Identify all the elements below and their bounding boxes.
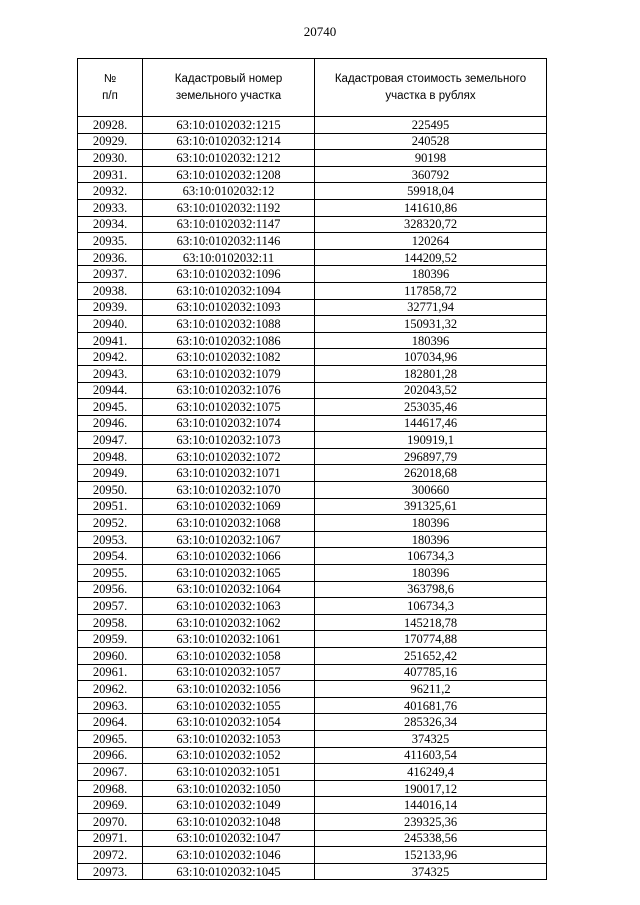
- cell-cadastral-value: 190017,12: [315, 780, 547, 797]
- cell-row-number: 20948.: [78, 448, 143, 465]
- cell-row-number: 20962.: [78, 681, 143, 698]
- table-row: [78, 382, 547, 399]
- table-row: [78, 664, 547, 681]
- table-row: [78, 249, 547, 266]
- table-row: [78, 648, 547, 665]
- cell-row-number: 20966.: [78, 747, 143, 764]
- cell-row-number: 20933.: [78, 199, 143, 216]
- cell-cadastral-value: 59918,04: [315, 183, 547, 200]
- table-row: [78, 183, 547, 200]
- table-row: [78, 465, 547, 482]
- table-row: [78, 415, 547, 432]
- table-row: [78, 482, 547, 499]
- table-row: [78, 598, 547, 615]
- cell-cadastral-value: 180396: [315, 266, 547, 283]
- cell-cadastral-value: 411603,54: [315, 747, 547, 764]
- cell-row-number: 20973.: [78, 863, 143, 880]
- cell-cadastral-number: 63:10:0102032:1212: [143, 150, 315, 167]
- cell-cadastral-number: 63:10:0102032:12: [143, 183, 315, 200]
- cell-cadastral-number: 63:10:0102032:1074: [143, 415, 315, 432]
- cell-row-number: 20952.: [78, 515, 143, 532]
- table-row: [78, 299, 547, 316]
- cell-cadastral-number: 63:10:0102032:1058: [143, 648, 315, 665]
- cell-cadastral-number: 63:10:0102032:1064: [143, 581, 315, 598]
- cell-cadastral-value: 107034,96: [315, 349, 547, 366]
- cell-cadastral-value: 391325,61: [315, 498, 547, 515]
- cell-cadastral-number: 63:10:0102032:1054: [143, 714, 315, 731]
- cell-cadastral-number: 63:10:0102032:1192: [143, 199, 315, 216]
- cell-row-number: 20953.: [78, 531, 143, 548]
- cell-cadastral-number: 63:10:0102032:1052: [143, 747, 315, 764]
- cell-row-number: 20972.: [78, 847, 143, 864]
- cell-cadastral-number: 63:10:0102032:1061: [143, 631, 315, 648]
- cell-row-number: 20968.: [78, 780, 143, 797]
- cell-cadastral-number: 63:10:0102032:1093: [143, 299, 315, 316]
- table-row: [78, 166, 547, 183]
- cell-cadastral-number: 63:10:0102032:1051: [143, 764, 315, 781]
- table-header: [78, 59, 547, 117]
- cell-cadastral-number: 63:10:0102032:1063: [143, 598, 315, 615]
- cell-row-number: 20960.: [78, 648, 143, 665]
- cell-cadastral-value: 240528: [315, 133, 547, 150]
- cell-row-number: 20963.: [78, 697, 143, 714]
- cell-cadastral-value: 363798,6: [315, 581, 547, 598]
- cell-cadastral-number: 63:10:0102032:1096: [143, 266, 315, 283]
- cell-cadastral-number: 63:10:0102032:1147: [143, 216, 315, 233]
- cell-cadastral-value: 180396: [315, 332, 547, 349]
- cell-cadastral-value: 180396: [315, 531, 547, 548]
- table-row: [78, 233, 547, 250]
- cell-cadastral-value: 144016,14: [315, 797, 547, 814]
- cell-row-number: 20958.: [78, 614, 143, 631]
- cell-cadastral-number: 63:10:0102032:1067: [143, 531, 315, 548]
- cell-cadastral-value: 150931,32: [315, 316, 547, 333]
- cell-cadastral-value: 285326,34: [315, 714, 547, 731]
- table-row: [78, 316, 547, 333]
- table-row: [78, 764, 547, 781]
- cell-cadastral-value: 401681,76: [315, 697, 547, 714]
- cell-row-number: 20936.: [78, 249, 143, 266]
- cell-cadastral-value: 106734,3: [315, 598, 547, 615]
- cell-cadastral-number: 63:10:0102032:1214: [143, 133, 315, 150]
- cell-cadastral-number: 63:10:0102032:1068: [143, 515, 315, 532]
- table-row: [78, 282, 547, 299]
- table-row: [78, 863, 547, 880]
- cell-row-number: 20935.: [78, 233, 143, 250]
- cell-cadastral-value: 180396: [315, 565, 547, 582]
- header-cadastral-value: Кадастровая стоимость земельного участка в рублях: [315, 59, 547, 117]
- table-row: [78, 432, 547, 449]
- cell-cadastral-number: 63:10:0102032:1048: [143, 813, 315, 830]
- cell-cadastral-number: 63:10:0102032:1075: [143, 399, 315, 416]
- cell-row-number: 20949.: [78, 465, 143, 482]
- cell-row-number: 20932.: [78, 183, 143, 200]
- cell-row-number: 20943.: [78, 365, 143, 382]
- cell-cadastral-value: 141610,86: [315, 199, 547, 216]
- table-row: [78, 448, 547, 465]
- cell-cadastral-value: 202043,52: [315, 382, 547, 399]
- cell-row-number: 20951.: [78, 498, 143, 515]
- cell-cadastral-number: 63:10:0102032:1073: [143, 432, 315, 449]
- cell-cadastral-number: 63:10:0102032:1094: [143, 282, 315, 299]
- cell-cadastral-number: 63:10:0102032:1057: [143, 664, 315, 681]
- cell-row-number: 20964.: [78, 714, 143, 731]
- cell-row-number: 20942.: [78, 349, 143, 366]
- cell-cadastral-value: 239325,36: [315, 813, 547, 830]
- cell-row-number: 20961.: [78, 664, 143, 681]
- table-row: [78, 797, 547, 814]
- cell-cadastral-number: 63:10:0102032:1049: [143, 797, 315, 814]
- cell-cadastral-number: 63:10:0102032:11: [143, 249, 315, 266]
- cell-row-number: 20944.: [78, 382, 143, 399]
- table-row: [78, 216, 547, 233]
- cell-cadastral-number: 63:10:0102032:1047: [143, 830, 315, 847]
- cell-cadastral-value: 32771,94: [315, 299, 547, 316]
- cell-row-number: 20931.: [78, 166, 143, 183]
- cell-cadastral-value: 253035,46: [315, 399, 547, 416]
- table-row: [78, 730, 547, 747]
- cell-row-number: 20959.: [78, 631, 143, 648]
- table-row: [78, 515, 547, 532]
- table-row: [78, 498, 547, 515]
- cell-row-number: 20929.: [78, 133, 143, 150]
- cell-row-number: 20934.: [78, 216, 143, 233]
- cell-cadastral-value: 407785,16: [315, 664, 547, 681]
- cell-cadastral-number: 63:10:0102032:1088: [143, 316, 315, 333]
- cell-cadastral-value: 90198: [315, 150, 547, 167]
- cell-cadastral-number: 63:10:0102032:1076: [143, 382, 315, 399]
- cell-cadastral-number: 63:10:0102032:1146: [143, 233, 315, 250]
- cell-cadastral-number: 63:10:0102032:1053: [143, 730, 315, 747]
- table-row: [78, 747, 547, 764]
- cell-cadastral-value: 190919,1: [315, 432, 547, 449]
- cell-cadastral-value: 180396: [315, 515, 547, 532]
- cell-cadastral-number: 63:10:0102032:1069: [143, 498, 315, 515]
- cell-row-number: 20937.: [78, 266, 143, 283]
- cell-cadastral-value: 416249,4: [315, 764, 547, 781]
- table-row: [78, 697, 547, 714]
- table-row: [78, 548, 547, 565]
- table-row: [78, 614, 547, 631]
- table-row: [78, 780, 547, 797]
- cell-cadastral-value: 251652,42: [315, 648, 547, 665]
- header-row: [78, 59, 547, 117]
- table-row: [78, 681, 547, 698]
- cell-row-number: 20954.: [78, 548, 143, 565]
- cell-cadastral-value: 182801,28: [315, 365, 547, 382]
- cell-cadastral-value: 170774,88: [315, 631, 547, 648]
- cell-cadastral-number: 63:10:0102032:1079: [143, 365, 315, 382]
- cell-cadastral-number: 63:10:0102032:1071: [143, 465, 315, 482]
- table-row: [78, 266, 547, 283]
- table-row: [78, 531, 547, 548]
- table-row: [78, 581, 547, 598]
- cell-cadastral-value: 96211,2: [315, 681, 547, 698]
- cell-row-number: 20965.: [78, 730, 143, 747]
- cell-cadastral-number: 63:10:0102032:1072: [143, 448, 315, 465]
- cell-row-number: 20938.: [78, 282, 143, 299]
- cell-row-number: 20940.: [78, 316, 143, 333]
- cell-cadastral-number: 63:10:0102032:1070: [143, 482, 315, 499]
- cell-cadastral-value: 328320,72: [315, 216, 547, 233]
- cell-cadastral-number: 63:10:0102032:1208: [143, 166, 315, 183]
- cell-cadastral-number: 63:10:0102032:1046: [143, 847, 315, 864]
- table-row: [78, 332, 547, 349]
- table-row: [78, 349, 547, 366]
- table-row: [78, 847, 547, 864]
- cell-cadastral-value: 225495: [315, 117, 547, 134]
- cell-cadastral-number: 63:10:0102032:1066: [143, 548, 315, 565]
- cell-row-number: 20971.: [78, 830, 143, 847]
- page-number: 20740: [303, 24, 337, 39]
- table-row: [78, 399, 547, 416]
- table-row: [78, 365, 547, 382]
- cell-cadastral-value: 296897,79: [315, 448, 547, 465]
- cell-cadastral-value: 144617,46: [315, 415, 547, 432]
- cell-cadastral-value: 144209,52: [315, 249, 547, 266]
- table-row: [78, 117, 547, 134]
- cell-cadastral-number: 63:10:0102032:1056: [143, 681, 315, 698]
- cell-row-number: 20970.: [78, 813, 143, 830]
- header-cadastral-number: Кадастровый номер земельного участка: [143, 59, 315, 117]
- table-row: [78, 714, 547, 731]
- cell-cadastral-value: 360792: [315, 166, 547, 183]
- cadastre-table: [77, 58, 547, 880]
- cell-cadastral-number: 63:10:0102032:1062: [143, 614, 315, 631]
- table-row: [78, 631, 547, 648]
- cell-row-number: 20939.: [78, 299, 143, 316]
- cell-cadastral-number: 63:10:0102032:1086: [143, 332, 315, 349]
- cell-cadastral-number: 63:10:0102032:1082: [143, 349, 315, 366]
- cell-cadastral-value: 245338,56: [315, 830, 547, 847]
- cell-cadastral-number: 63:10:0102032:1215: [143, 117, 315, 134]
- cell-row-number: 20969.: [78, 797, 143, 814]
- cell-row-number: 20967.: [78, 764, 143, 781]
- table-row: [78, 133, 547, 150]
- cell-cadastral-value: 145218,78: [315, 614, 547, 631]
- cell-cadastral-value: 106734,3: [315, 548, 547, 565]
- cell-cadastral-value: 117858,72: [315, 282, 547, 299]
- cell-row-number: 20928.: [78, 117, 143, 134]
- table-row: [78, 813, 547, 830]
- cell-cadastral-value: 374325: [315, 863, 547, 880]
- table-row: [78, 830, 547, 847]
- cell-cadastral-value: 374325: [315, 730, 547, 747]
- cell-row-number: 20950.: [78, 482, 143, 499]
- cell-cadastral-number: 63:10:0102032:1065: [143, 565, 315, 582]
- cell-cadastral-value: 300660: [315, 482, 547, 499]
- cell-cadastral-value: 152133,96: [315, 847, 547, 864]
- cell-row-number: 20941.: [78, 332, 143, 349]
- table-row: [78, 199, 547, 216]
- cell-cadastral-number: 63:10:0102032:1055: [143, 697, 315, 714]
- cell-row-number: 20955.: [78, 565, 143, 582]
- table-row: [78, 150, 547, 167]
- cell-cadastral-value: 120264: [315, 233, 547, 250]
- cell-row-number: 20930.: [78, 150, 143, 167]
- cell-row-number: 20946.: [78, 415, 143, 432]
- cell-cadastral-number: 63:10:0102032:1045: [143, 863, 315, 880]
- cell-cadastral-value: 262018,68: [315, 465, 547, 482]
- cell-row-number: 20956.: [78, 581, 143, 598]
- cell-row-number: 20945.: [78, 399, 143, 416]
- cell-row-number: 20947.: [78, 432, 143, 449]
- cell-row-number: 20957.: [78, 598, 143, 615]
- table-row: [78, 565, 547, 582]
- header-number: № п/п: [78, 59, 143, 117]
- table-body: [78, 117, 547, 880]
- cell-cadastral-number: 63:10:0102032:1050: [143, 780, 315, 797]
